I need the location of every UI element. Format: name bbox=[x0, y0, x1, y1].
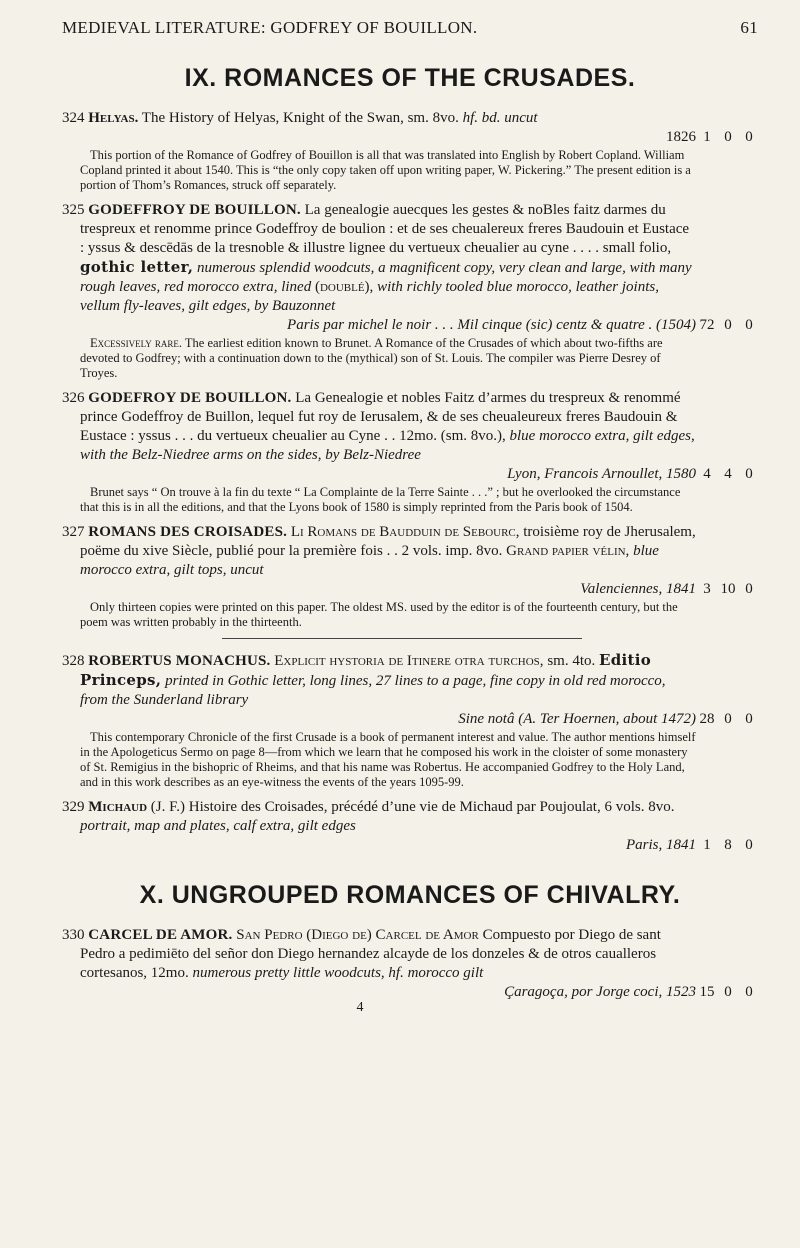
entry-imprint: Sine notâ (A. Ter Hoernen, about 1472) bbox=[458, 711, 696, 727]
entry-text bbox=[62, 389, 758, 465]
price-shillings: 10 bbox=[720, 581, 736, 597]
price-pence: 0 bbox=[745, 129, 753, 145]
price-pounds: 1 bbox=[703, 837, 711, 853]
price-pence: 0 bbox=[745, 466, 753, 482]
entry-note bbox=[80, 336, 758, 381]
price-shillings: 0 bbox=[724, 317, 732, 333]
entry-number: 325 bbox=[62, 202, 85, 218]
entry-note: This contemporary Chronicle of the first Crusade is a book of permanent interest and value. The author mentions himself in the Apologeticus Sermo on page 8—from which we learn that he composed his work in the cloister of some monastery of St. Remigius in the bishopric of Rheims, and that his name was Robertus. He accompanied Godfrey to the Holy Land, and in this work describes as an eye-witness the events of the years 1095-99. bbox=[80, 730, 696, 789]
price-pounds: 4 bbox=[703, 466, 711, 482]
price bbox=[698, 316, 758, 335]
price-shillings: 0 bbox=[724, 711, 732, 727]
price-shillings: 4 bbox=[724, 466, 732, 482]
entry-description: (J. F.) Histoire des Croisades, précédé d’une vie de Michaud par Poujoulat, 6 vols. 8vo. bbox=[147, 799, 675, 815]
entry-text bbox=[62, 201, 758, 316]
entry-heading: ROMANS DES CROISADES. bbox=[88, 524, 288, 540]
entry-324 bbox=[62, 109, 758, 193]
entry-imprint: Paris, 1841 bbox=[625, 837, 696, 853]
price-pence: 0 bbox=[745, 317, 753, 333]
entry-description: troisième roy de Jherusalem, poëme du xive Siècle, publié pour la première fois . . 2 vols. imp. 8vo. bbox=[80, 524, 696, 559]
price-pounds: 72 bbox=[699, 317, 715, 333]
price-pence: 0 bbox=[745, 581, 753, 597]
signature-mark: 4 bbox=[356, 1000, 364, 1015]
entry-subtitle: Li Romans de Baudduin de Sebourc, bbox=[287, 524, 520, 540]
running-head bbox=[62, 18, 758, 38]
price-pounds: 15 bbox=[699, 984, 715, 1000]
entry-binding: hf. bd. uncut bbox=[462, 110, 538, 126]
price-pounds: 1 bbox=[703, 129, 711, 145]
imprint-row bbox=[62, 983, 758, 1002]
section-title-x: X. UNGROUPED ROMANCES OF CHIVALRY. bbox=[139, 881, 681, 909]
price-shillings: 0 bbox=[724, 984, 732, 1000]
entry-description: La genealogie auecques les gestes & noBles faitz darmes du trespreux et renomme prince Godeffroy de boulion : et de ses cheualereux freres Baudouin et Eustace : yssus & descēdās de la tresnoble & illustre lignee du vertueux cheualier au cyne . . . . small folio, bbox=[80, 202, 690, 256]
entry-description: The History of Helyas, Knight of the Swan, sm. 8vo. bbox=[138, 110, 463, 126]
entry-description: Compuesto por Diego de sant Pedro a pedimiēto del señor don Diego hernandez alcayde de los donzeles & de otros caualleros cortesanos, 12mo. bbox=[80, 927, 661, 981]
imprint-row bbox=[62, 580, 758, 599]
price bbox=[698, 580, 758, 599]
entry-number: 327 bbox=[62, 524, 85, 540]
entry-heading: CARCEL DE AMOR. bbox=[88, 927, 233, 943]
page-number: 61 bbox=[740, 18, 758, 37]
entry-description: sm. 4to. bbox=[543, 653, 599, 669]
entry-description: La Genealogie et nobles Faitz d’armes du trespreux & renommé prince Godeffroy de Buillon, lequel fut roy de Ierusalem, & de ses cheualeureux freres Baudouin & Eustace : yssus . . . du vertueux cheualier au Cyne . . 12mo. (sm. 8vo.), bbox=[80, 390, 681, 444]
entry-note: Only thirteen copies were printed on this paper. The oldest MS. used by the editor is of the fourteenth century, but the poem was written probably in the thirteenth. bbox=[80, 600, 678, 629]
entry-note: Brunet says “ On trouve à la fin du texte “ La Complainte de la Terre Sainte . . .” ; but he overlooked the circumstance that this is in all the editions, and that the Lyons book of 1580 is simply reprinted from the Paris book of 1504. bbox=[80, 485, 681, 514]
entry-326 bbox=[62, 389, 758, 515]
entry-binding: printed in Gothic letter, long lines, 27 lines to a page, fine copy in old red morocco, from the Sunderland library bbox=[80, 673, 666, 708]
entry-note: This portion of the Romance of Godfrey of Bouillon is all that was translated into English by Robert Copland. William Copland printed it about 1540. This is “the only copy taken off upon writing paper, W. Pickering.” The present edition is a portion of Thom’s Romances, struck off separately. bbox=[80, 148, 691, 192]
paper-text: Grand papier vélin, bbox=[506, 543, 630, 559]
price bbox=[698, 710, 758, 729]
entry-number: 326 bbox=[62, 390, 85, 406]
price bbox=[698, 465, 758, 484]
entry-text bbox=[62, 798, 758, 836]
entry-binding: numerous pretty little woodcuts, hf. morocco gilt bbox=[192, 965, 484, 981]
entry-number: 330 bbox=[62, 927, 85, 943]
entry-imprint: Paris par michel le noir . . . Mil cinque (sic) centz & quatre . (1504) bbox=[287, 317, 696, 333]
entry-imprint: Çaragoça, por Jorge coci, 1523 bbox=[504, 984, 696, 1000]
entry-heading: GODEFROY DE BOUILLON. bbox=[88, 390, 292, 406]
price-shillings: 8 bbox=[724, 837, 732, 853]
note-text: The earliest edition known to Brunet. A Romance of the Crusades of which about two-fifths are devoted to Godfrey; with a continuation down to the (mythical) son of St. Louis. The compiler was Pierre Desrey of Troyes. bbox=[80, 336, 663, 380]
editio-princeps-text: Editio Princeps, bbox=[80, 651, 652, 689]
entry-text bbox=[62, 109, 758, 128]
entry-imprint: Lyon, Francois Arnoullet, 1580 bbox=[507, 466, 696, 482]
entry-text bbox=[62, 523, 758, 580]
entry-text bbox=[62, 926, 758, 983]
gothic-letter-text: gothic letter, bbox=[80, 258, 194, 276]
entry-binding: portrait, map and plates, calf extra, gilt edges bbox=[80, 818, 356, 834]
entry-heading: Michaud bbox=[88, 799, 148, 815]
imprint-row bbox=[62, 710, 758, 729]
entry-329 bbox=[62, 798, 758, 855]
doublure-text: (doublé), bbox=[314, 279, 374, 295]
price bbox=[698, 983, 758, 1002]
rarity-note: Excessively rare. bbox=[90, 336, 182, 350]
entry-binding: blue morocco extra, gilt edges, with the Belz-Niedree arms on the sides, by Belz-Niedree bbox=[80, 428, 695, 463]
price-shillings: 0 bbox=[724, 129, 732, 145]
imprint-row bbox=[62, 128, 758, 147]
entry-number: 328 bbox=[62, 653, 85, 669]
entry-325 bbox=[62, 201, 758, 381]
entry-binding: numerous splendid woodcuts, a magnificent copy, very clean and large, with many rough leaves, red morocco extra, lined bbox=[80, 260, 692, 295]
price bbox=[698, 128, 758, 147]
entry-binding-2: with richly tooled blue morocco, leather joints, vellum fly-leaves, gilt edges, by Bauzonnet bbox=[80, 279, 659, 314]
running-head-title: MEDIEVAL LITERATURE: GODFREY OF BOUILLON. bbox=[62, 18, 478, 37]
entry-heading: ROBERTUS MONACHUS. bbox=[88, 653, 271, 669]
entry-number: 329 bbox=[62, 799, 85, 815]
entry-imprint: Valenciennes, 1841 bbox=[580, 581, 696, 597]
price bbox=[698, 836, 758, 855]
imprint-row bbox=[62, 316, 758, 335]
section-title-ix: IX. ROMANCES OF THE CRUSADES. bbox=[184, 64, 636, 92]
price-pence: 0 bbox=[745, 711, 753, 727]
entry-binding: blue morocco extra, gilt tops, uncut bbox=[80, 543, 659, 578]
entry-330 bbox=[62, 926, 758, 1016]
price-pounds: 28 bbox=[699, 711, 715, 727]
entry-327 bbox=[62, 523, 758, 630]
entry-heading: GODEFFROY DE BOUILLON. bbox=[88, 202, 301, 218]
entry-subtitle: San Pedro (Diego de) Carcel de Amor bbox=[232, 927, 479, 943]
entry-328 bbox=[62, 651, 758, 790]
entry-text bbox=[62, 651, 758, 710]
price-pence: 0 bbox=[745, 837, 753, 853]
imprint-row bbox=[62, 465, 758, 484]
entry-heading: Helyas. bbox=[88, 110, 139, 126]
price-pounds: 3 bbox=[703, 581, 711, 597]
divider-rule bbox=[222, 638, 582, 639]
entry-number: 324 bbox=[62, 110, 85, 126]
price-pence: 0 bbox=[745, 984, 753, 1000]
entry-imprint: 1826 bbox=[666, 129, 696, 145]
entry-subtitle: Explicit hystoria de Itinere otra turchos, bbox=[270, 653, 544, 669]
imprint-row bbox=[62, 836, 758, 855]
